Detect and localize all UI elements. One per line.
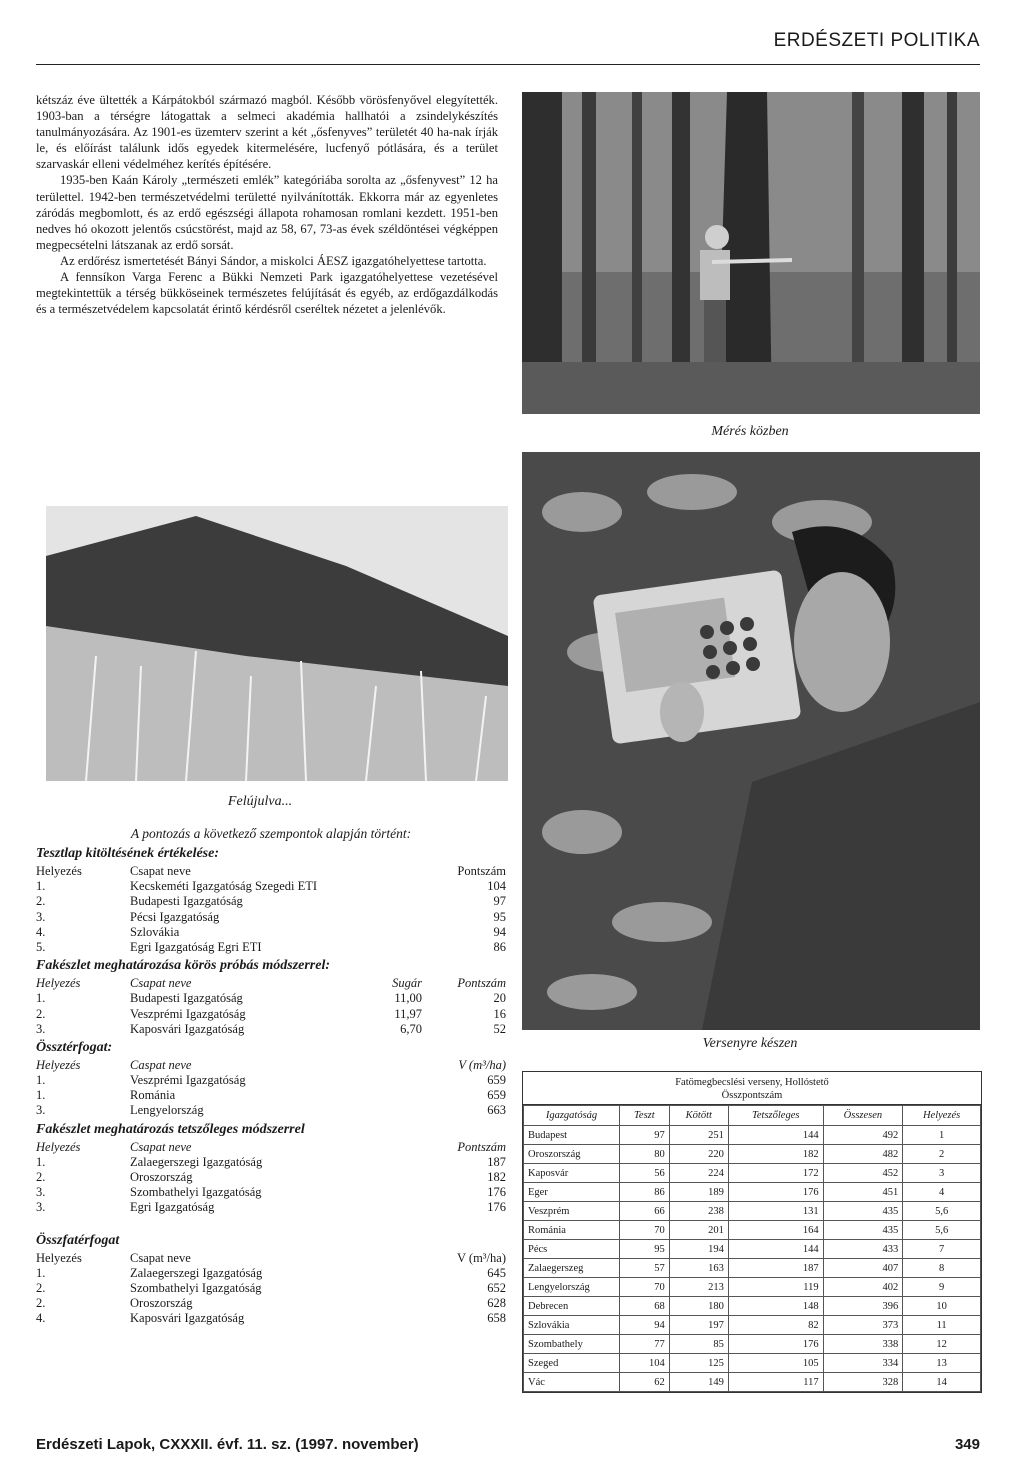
cell-fixed: 189 [669,1183,728,1202]
extra [342,1281,422,1296]
team: Budapesti Igazgatóság [130,894,243,909]
cell-rank: 14 [903,1373,981,1392]
extra [342,1311,422,1326]
col-arbitrary: Tetszőleges [728,1106,823,1126]
results-row [524,1183,981,1202]
results-row [524,1316,981,1335]
team: Lengyelország [130,1103,204,1118]
cell-fixed: 194 [669,1240,728,1259]
volume: 659 [487,1073,506,1088]
team: Szombathelyi Igazgatóság [130,1280,262,1295]
cell-total: 435 [823,1221,903,1240]
extra [342,1296,422,1311]
section-title: Összfatérfogat [36,1232,120,1248]
volume: 658 [487,1311,506,1326]
header-rank: Helyezés [36,1250,82,1265]
cell-rank: 5,6 [903,1202,981,1221]
header-extra [342,864,422,879]
score: 52 [493,1021,506,1036]
volume: 652 [487,1280,506,1295]
cell-test: 66 [620,1202,670,1221]
section-circular-plot [36,958,506,1037]
score: 176 [487,1185,506,1200]
section-header-row [36,1251,506,1266]
rank: 4. [36,1311,46,1326]
cell-total: 328 [823,1373,903,1392]
rank: 2. [36,1280,46,1295]
col-fixed: Kötött [669,1106,728,1126]
rank: 3. [36,1103,46,1118]
section-title: Össztérfogat: [36,1039,113,1055]
footer-journal: Erdészeti Lapok, CXXXII. évf. 11. sz. (1997. november) [36,1436,419,1453]
cell-rank: 4 [903,1183,981,1202]
cell-total: 492 [823,1126,903,1145]
cell-arbitrary: 164 [728,1221,823,1240]
header-rank: Helyezés [36,1057,81,1072]
team: Szombathelyi Igazgatóság [130,1185,262,1200]
section-row [36,1185,506,1200]
score: 176 [487,1200,506,1215]
score: 95 [493,909,506,924]
cell-directorate: Szombathely [524,1335,620,1354]
results-title [523,1072,981,1105]
cell-total: 338 [823,1335,903,1354]
section-row [36,1266,506,1281]
cell-arbitrary: 119 [728,1278,823,1297]
cell-directorate: Veszprém [524,1202,620,1221]
cell-rank: 12 [903,1335,981,1354]
extra [342,1103,422,1118]
cell-total: 452 [823,1164,903,1183]
results-row [524,1145,981,1164]
header-score: Pontszám [457,864,506,878]
header-volume: V (m³/ha) [457,1250,506,1265]
results-row [524,1221,981,1240]
team: Kecskeméti Igazgatóság Szegedi ETI [130,879,318,894]
extra [342,1200,422,1215]
rank: 1. [36,1154,46,1169]
section-row [36,1103,506,1118]
cell-directorate: Eger [524,1183,620,1202]
section-row [36,1073,506,1088]
col-directorate: Igazgatóság [524,1106,620,1126]
cell-test: 68 [620,1297,670,1316]
results-row [524,1259,981,1278]
rank: 2. [36,1296,46,1311]
results-row [524,1164,981,1183]
cell-rank: 11 [903,1316,981,1335]
section-row [36,879,506,894]
cell-arbitrary: 187 [728,1259,823,1278]
cell-fixed: 180 [669,1297,728,1316]
extra [342,1185,422,1200]
rank: 4. [36,924,46,939]
cell-directorate: Pécs [524,1240,620,1259]
cell-test: 95 [620,1240,670,1259]
results-title-line2: Összpontszám [721,1090,783,1101]
section-row [36,1022,506,1037]
volume: 659 [487,1088,506,1103]
team: Zalaegerszegi Igazgatóság [130,1265,263,1280]
page-number: 349 [954,1436,980,1453]
header-team: Caspat neve [130,1057,192,1072]
score: 187 [487,1154,506,1169]
extra [342,1155,422,1170]
header-extra [342,1140,422,1155]
photo3-caption: Versenyre készen [702,1036,798,1051]
cell-directorate: Szlovákia [524,1316,620,1335]
header-volume: V (m³/ha) [458,1057,506,1072]
team: Kaposvári Igazgatóság [130,1021,245,1036]
results-row [524,1354,981,1373]
score: 20 [493,991,506,1006]
cell-arbitrary: 131 [728,1202,823,1221]
spacer [36,1216,506,1230]
cell-arbitrary: 176 [728,1183,823,1202]
section-title: Fakészlet meghatározása körös próbás módszerrel: [36,958,331,974]
cell-total: 334 [823,1354,903,1373]
radius: 6,70 [400,1021,422,1036]
rank: 3. [36,909,46,924]
section-row [36,991,506,1006]
header-team: Csapat neve [130,864,191,878]
cell-fixed: 149 [669,1373,728,1392]
cell-fixed: 201 [669,1221,728,1240]
volume: 663 [487,1103,506,1118]
results-row [524,1297,981,1316]
running-title: ERDÉSZETI POLITIKA [773,30,980,51]
cell-fixed: 85 [669,1335,728,1354]
extra [342,1266,422,1281]
section-total-wood-volume [36,1233,506,1327]
results-row [524,1126,981,1145]
header-radius: Sugár [392,976,422,991]
cell-rank: 8 [903,1259,981,1278]
cell-test: 86 [620,1183,670,1202]
section-row [36,894,506,909]
team: Szlovákia [130,924,180,939]
photo1-caption: Mérés közben [711,424,789,439]
cell-arbitrary: 172 [728,1164,823,1183]
cell-directorate: Zalaegerszeg [524,1259,620,1278]
cell-rank: 2 [903,1145,981,1164]
rank: 3. [36,1021,46,1036]
cell-total: 435 [823,1202,903,1221]
cell-test: 70 [620,1278,670,1297]
cell-test: 57 [620,1259,670,1278]
cell-directorate: Vác [524,1373,620,1392]
results-row [524,1240,981,1259]
extra [342,1088,422,1103]
results-table [522,1071,982,1393]
section-total-volume [36,1040,506,1119]
cell-fixed: 197 [669,1316,728,1335]
scoring-section [36,826,506,1327]
extra [342,910,422,925]
radius: 11,00 [394,991,422,1006]
cell-directorate: Románia [524,1221,620,1240]
rank: 2. [36,894,46,909]
extra [342,1170,422,1185]
cell-arbitrary: 117 [728,1373,823,1392]
cell-rank: 9 [903,1278,981,1297]
results-row [524,1202,981,1221]
section-row [36,1281,506,1296]
cell-test: 62 [620,1373,670,1392]
volume: 645 [487,1265,506,1280]
rank: 1. [36,1088,46,1103]
section-title: Tesztlap kitöltésének értékelése: [36,846,219,861]
col-test: Teszt [620,1106,670,1126]
section-row [36,1311,506,1326]
team: Oroszország [130,1296,193,1311]
cell-total: 433 [823,1240,903,1259]
results-row [524,1335,981,1354]
section-row [36,940,506,955]
cell-arbitrary: 82 [728,1316,823,1335]
team: Zalaegerszegi Igazgatóság [130,1154,263,1169]
section-row [36,1155,506,1170]
cell-fixed: 125 [669,1354,728,1373]
score: 16 [493,1006,506,1021]
cell-directorate: Budapest [524,1126,620,1145]
photo-meadow [46,506,508,781]
cell-test: 70 [620,1221,670,1240]
section-row [36,1007,506,1022]
radius: 11,97 [394,1006,422,1021]
col-total: Összesen [823,1106,903,1126]
section-row [36,1296,506,1311]
extra [342,940,422,955]
section-row [36,925,506,940]
team: Románia [130,1088,176,1103]
cell-directorate: Oroszország [524,1145,620,1164]
cell-test: 94 [620,1316,670,1335]
cell-fixed: 238 [669,1202,728,1221]
section-header-row [36,976,506,991]
section-row [36,1088,506,1103]
section-header-row [36,864,506,879]
cell-rank: 13 [903,1354,981,1373]
team: Kaposvári Igazgatóság [130,1311,245,1326]
header-team: Csapat neve [130,1250,191,1265]
rank: 2. [36,1170,46,1184]
cell-directorate: Kaposvár [524,1164,620,1183]
extra [342,894,422,909]
header-extra [342,1058,422,1073]
cell-total: 482 [823,1145,903,1164]
rank: 1. [36,991,46,1006]
section-arbitrary-method [36,1122,506,1216]
header-extra [342,1251,422,1266]
rank: 3. [36,1200,46,1215]
col-rank: Helyezés [903,1106,981,1126]
score: 104 [487,879,506,894]
cell-directorate: Lengyelország [524,1278,620,1297]
results-grid [523,1105,981,1392]
cell-test: 80 [620,1145,670,1164]
cell-directorate: Szeged [524,1354,620,1373]
extra [342,925,422,940]
cell-rank: 7 [903,1240,981,1259]
cell-test: 56 [620,1164,670,1183]
team: Egri Igazgatóság Egri ETI [130,939,262,954]
extra [342,879,422,894]
header-rank: Helyezés [36,976,81,991]
cell-total: 396 [823,1297,903,1316]
team: Oroszország [130,1170,193,1184]
cell-fixed: 224 [669,1164,728,1183]
cell-arbitrary: 144 [728,1126,823,1145]
score: 182 [487,1170,506,1184]
rank: 1. [36,1073,46,1088]
cell-total: 402 [823,1278,903,1297]
cell-arbitrary: 176 [728,1335,823,1354]
article-paragraph: A fennsíkon Varga Ferenc a Bükki Nemzeti Park igazgatóhelyettese vezetésével megtekintettük a térség bükköseinek természetes felújítását és egyéb, az erdőgazdálkodás és a természetvédelem kapcsolatát érintő kérdésről cseréltek nézetet a jelenlévők. [36,270,498,317]
extra [342,1073,422,1088]
cell-fixed: 251 [669,1126,728,1145]
score: 86 [493,939,506,954]
article-paragraph: 1935-ben Kaán Károly „természeti emlék” kategóriába sorolta az „ősfenyvest” 12 ha területtel. 1942-ben természetvédelmi területté nyilvánították. Ekkorra már az egyenletes záródás megbomlott, és az erdő egészségi állapota rohamosan romlani kezdett. 1951-ben nedves hó okozott jelentős csúcstörést, majd az 58, 67, 73-as évek széldöntései végképpen megpecsételni látszanak az erdő sorsát. [36,173,498,252]
photo-forest-measurement [522,92,980,414]
team: Budapesti Igazgatóság [130,991,243,1006]
volume: 628 [487,1296,506,1311]
cell-test: 104 [620,1354,670,1373]
section-header-row [36,1058,506,1073]
results-row [524,1373,981,1392]
team: Veszprémi Igazgatóság [130,1006,246,1021]
rank: 1. [36,879,46,894]
article-paragraph: Az erdőrész ismertetését Bányi Sándor, a miskolci ÁESZ igazgatóhelyettese tartotta. [60,253,487,268]
header-team: Csapat neve [130,976,192,991]
cell-rank: 1 [903,1126,981,1145]
cell-directorate: Debrecen [524,1297,620,1316]
cell-fixed: 213 [669,1278,728,1297]
cell-fixed: 220 [669,1145,728,1164]
cell-rank: 3 [903,1164,981,1183]
team: Pécsi Igazgatóság [130,909,220,924]
article-paragraph: kétszáz éve ültették a Kárpátokból származó magból. Később vörösfenyővel elegyítették. 1903-ban a térségre látogattak a selmeci akadémia hallhatói a zsindelykészítés tanulmányozására. Az 1901-es üzemterv szerint a két „ősfenyves” területét 40 ha-nak írják le, és előírást találunk idős egyedek kitermelésére, lucfenyő pótlására, és a terület szarvaskár elleni védelméhez kerítés építésére. [36,93,498,172]
section-row [36,910,506,925]
header-score: Pontszám [457,1139,506,1154]
section-row [36,1170,506,1185]
cell-arbitrary: 105 [728,1354,823,1373]
cell-test: 77 [620,1335,670,1354]
rank: 3. [36,1185,46,1200]
header-rank: Helyezés [36,864,82,878]
results-row [524,1278,981,1297]
results-header-row [524,1106,981,1126]
header-score: Pontszám [457,976,506,991]
section-row [36,1200,506,1215]
header-team: Csapat neve [130,1139,192,1154]
rank: 2. [36,1006,46,1021]
score: 97 [493,894,506,909]
results-title-line1: Fatömegbecslési verseny, Hollóstető [675,1077,829,1088]
team: Egri Igazgatóság [130,1200,215,1215]
cell-total: 451 [823,1183,903,1202]
cell-rank: 10 [903,1297,981,1316]
header-rank: Helyezés [36,1139,81,1154]
cell-fixed: 163 [669,1259,728,1278]
photo-instrument [522,452,980,1030]
header-rule [36,64,980,65]
section-title: Fakészlet meghatározás tetszőleges módszerrel [36,1121,305,1137]
cell-rank: 5,6 [903,1221,981,1240]
section-header-row [36,1140,506,1155]
photo2-caption: Felújulva... [227,794,293,809]
cell-arbitrary: 148 [728,1297,823,1316]
score: 94 [493,924,506,939]
rank: 5. [36,939,46,954]
cell-arbitrary: 144 [728,1240,823,1259]
cell-test: 97 [620,1126,670,1145]
section-test-sheet [36,846,506,955]
team: Veszprémi Igazgatóság [130,1073,246,1088]
cell-arbitrary: 182 [728,1145,823,1164]
rank: 1. [36,1265,46,1280]
article-body [36,92,498,317]
cell-total: 407 [823,1259,903,1278]
scoring-intro: A pontozás a következő szempontok alapján történt: [130,826,412,841]
cell-total: 373 [823,1316,903,1335]
